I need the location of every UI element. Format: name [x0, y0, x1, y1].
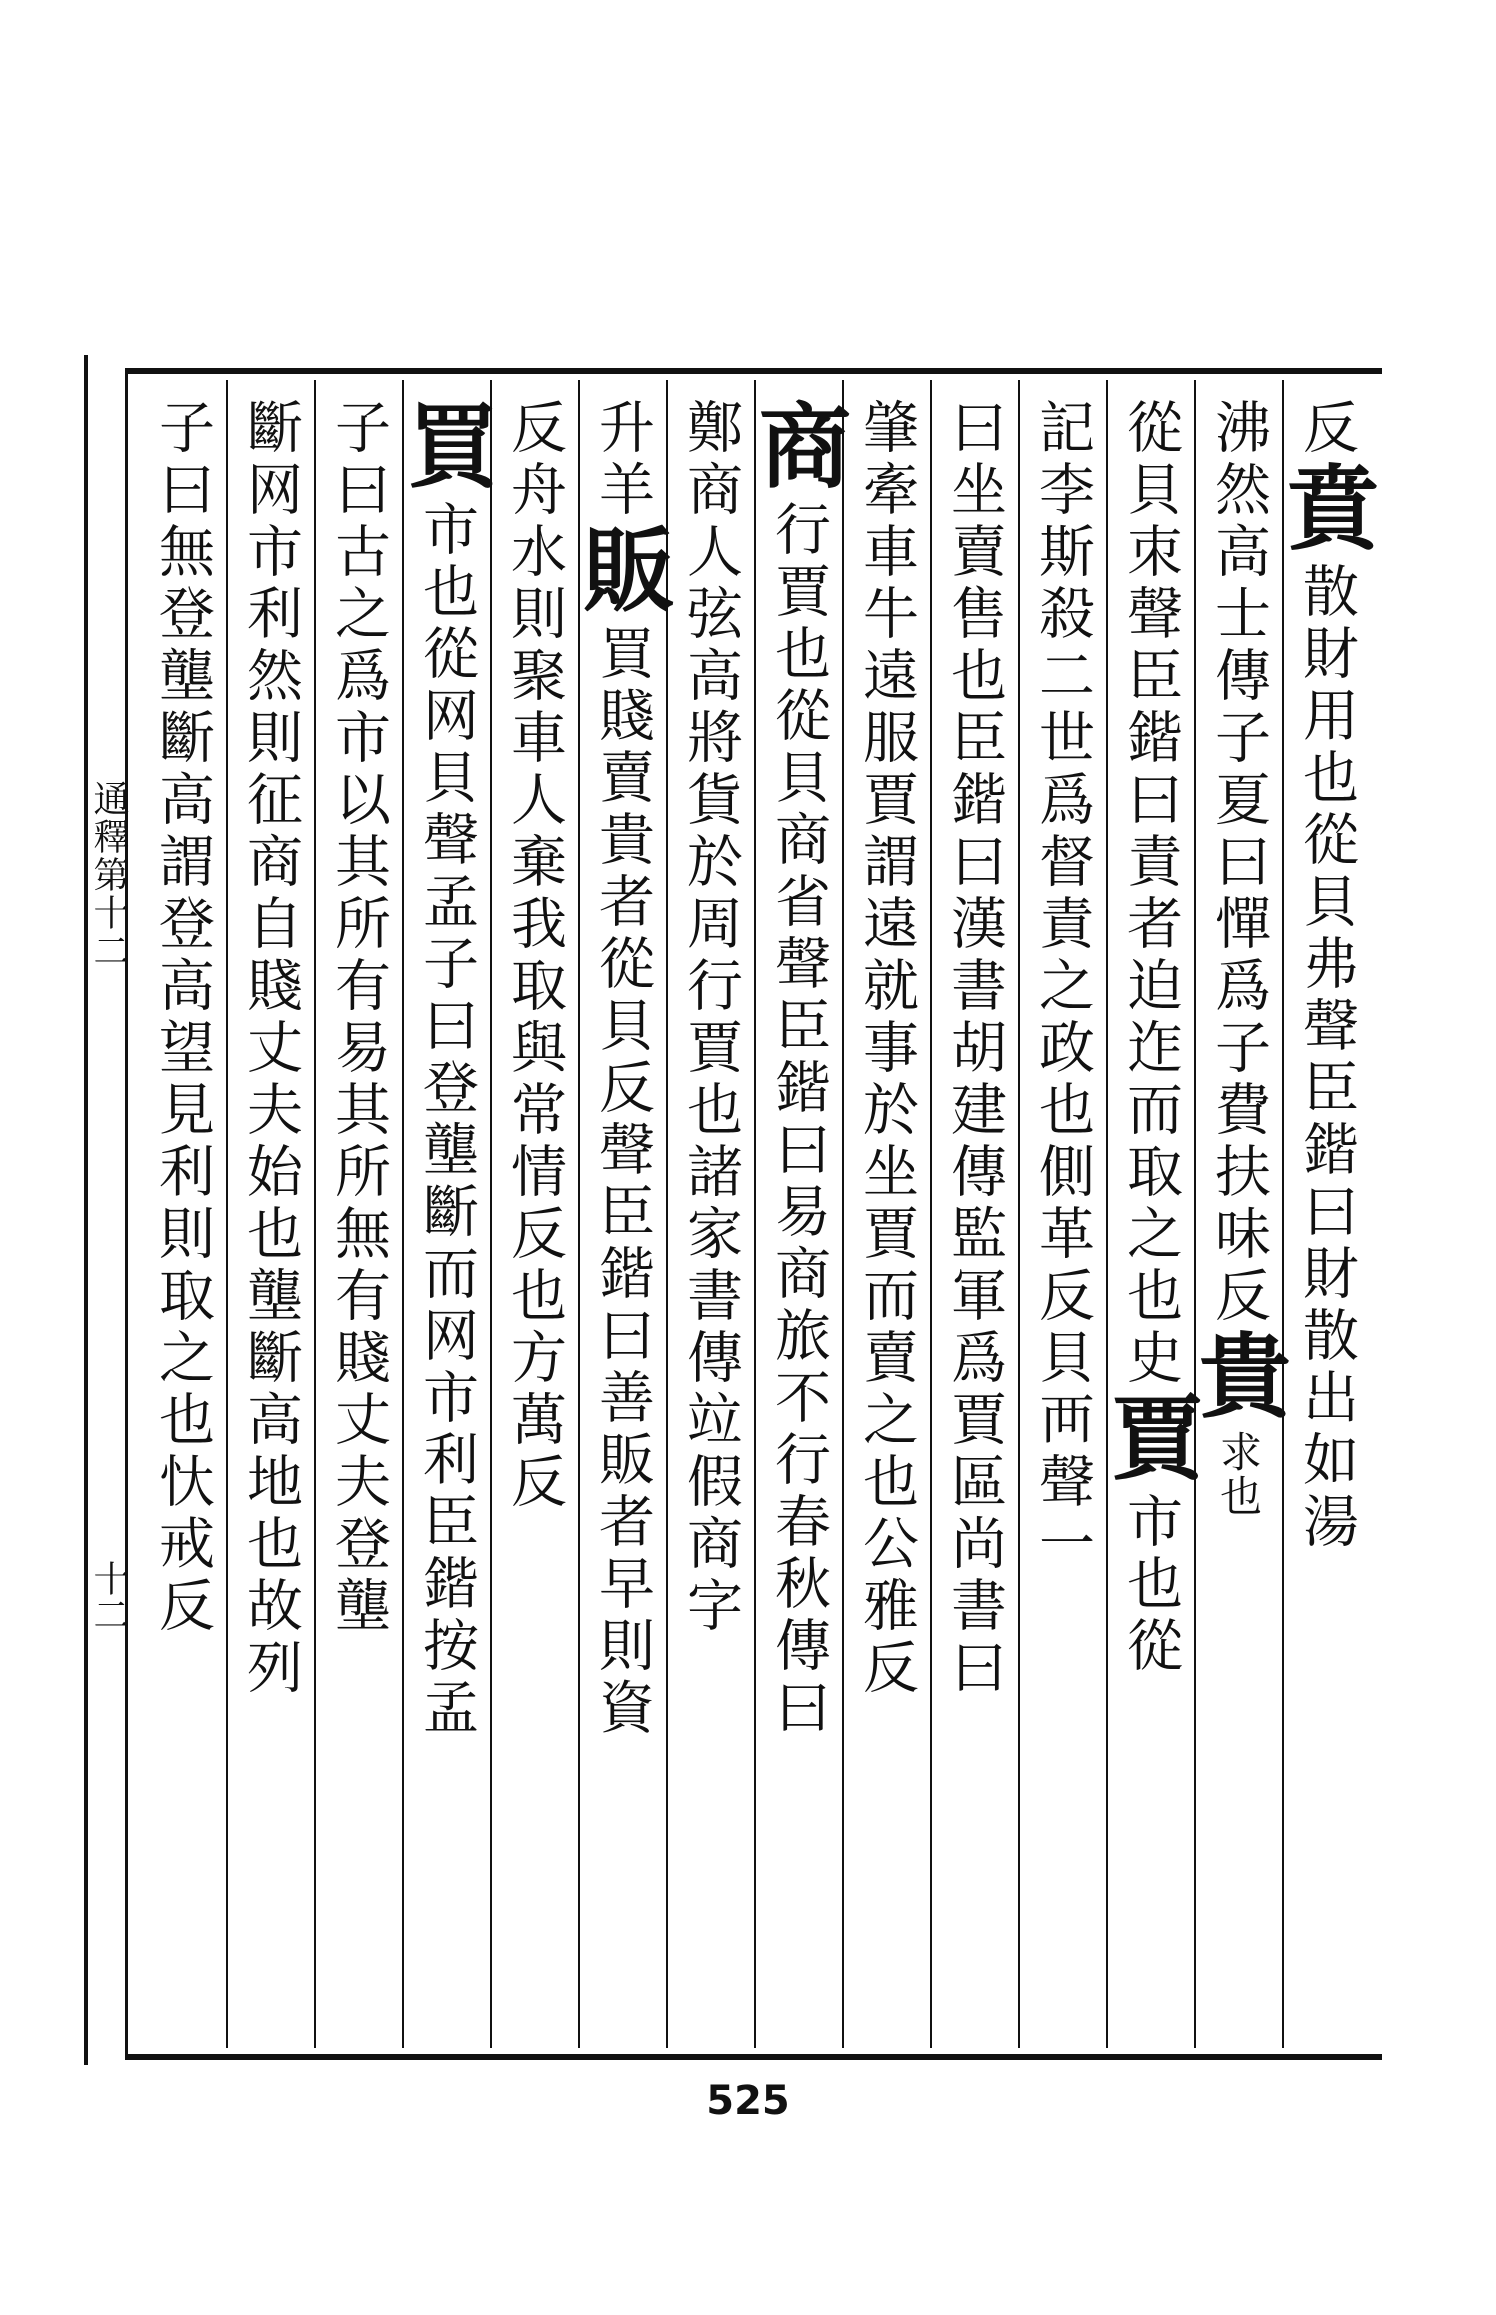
margin-title: 通釋第十二	[88, 780, 129, 970]
text-column-11: 買市也從网貝聲孟子曰登壟斷而网市利臣鍇按孟	[402, 380, 490, 2048]
text-column-3: 從貝朿聲臣鍇曰責者迫迮而取之也史賈市也從	[1106, 380, 1194, 2048]
seal-character: 賁	[1272, 460, 1380, 562]
text-column-2: 沸然高士傳子夏曰憚爲子費扶味反貴求也	[1194, 380, 1282, 2048]
text-column-1: 反賁散財用也從貝弗聲臣鍇曰財散出如湯	[1282, 380, 1370, 2048]
text-column-9: 升羊販買賤賣貴者從貝反聲臣鍇曰善販者早則資	[578, 380, 666, 2048]
page-number: 525	[706, 2078, 790, 2124]
seal-character: 販	[568, 522, 676, 624]
page-margin-strip	[88, 368, 128, 2060]
seal-character: 貴	[1184, 1328, 1292, 1430]
text-column-6: 肇牽車牛遠服賈謂遠就事於坐賈而賣之也公雅反	[842, 380, 930, 2048]
text-column-8: 鄭商人弦高將貨於周行賈也諸家書傳竝假商字	[666, 380, 754, 2048]
margin-folio: 十二	[88, 1560, 129, 1632]
text-column-14: 子曰無登壟斷高謂登高望見利則取之也忕戒反	[150, 398, 215, 1638]
text-column-10: 反舟水則聚車人棄我取與常情反也方萬反	[490, 380, 578, 2048]
text-column-12: 子曰古之爲市以其所有易其所無有賤丈夫登壟	[314, 380, 402, 2048]
text-column-4: 記李斯殺二世爲督責之政也側革反貝襾聲一	[1018, 380, 1106, 2048]
body-text	[138, 380, 1380, 2048]
text-column-5: 曰坐賣售也臣鍇曰漢書胡建傳監軍爲賈區尚書曰	[930, 380, 1018, 2048]
seal-character: 買	[392, 398, 500, 500]
seal-character: 商	[744, 398, 852, 500]
text-column-7: 商行賈也從貝商省聲臣鍇曰易商旅不行春秋傳曰	[754, 380, 842, 2048]
text-column-13: 斷网市利然則征商自賤丈夫始也壟斷高地也故列	[226, 380, 314, 2048]
seal-character: 賈	[1096, 1390, 1204, 1492]
